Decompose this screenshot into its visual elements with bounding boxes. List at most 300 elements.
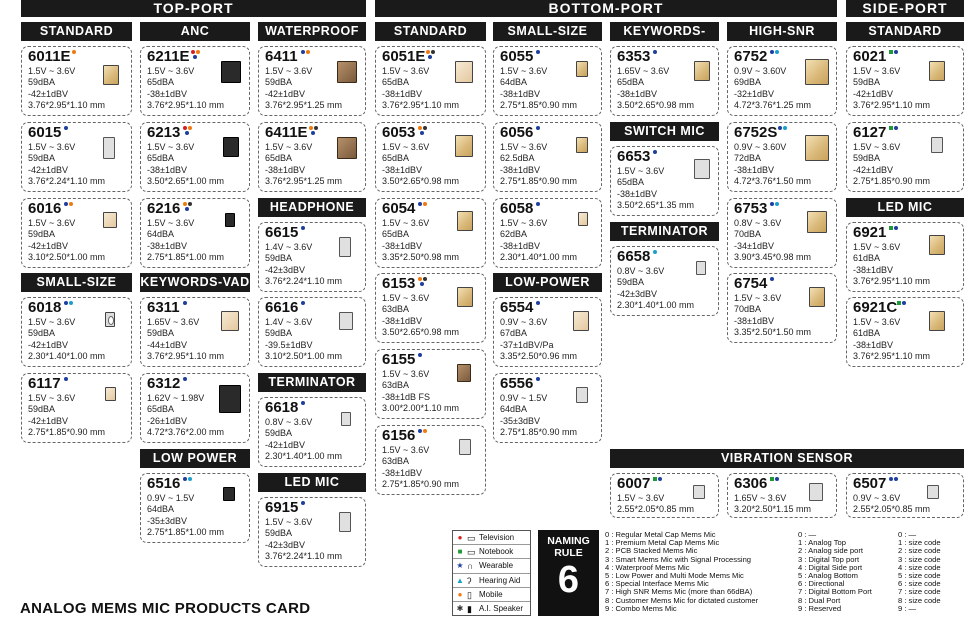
spec-lines — [734, 493, 811, 516]
cyan-triangle-icon — [775, 202, 779, 206]
spec-lines — [617, 266, 694, 312]
product-card-6015[interactable] — [21, 122, 132, 192]
product-card-6556[interactable] — [493, 373, 602, 443]
spec-l2: 59dBA — [265, 428, 293, 439]
spec-l1: 0.9V ~ 1.5V — [147, 493, 195, 503]
spec-lines — [382, 142, 459, 188]
product-card-6507[interactable] — [846, 473, 964, 518]
cyan-triangle-icon — [783, 126, 787, 130]
spec-l4: 3.35*2.50*0.96 mm — [500, 351, 578, 362]
spec-l4: 3.50*2.65*1.00 mm — [147, 176, 225, 187]
mic-image — [807, 211, 827, 233]
model-number: 6411 — [265, 48, 298, 65]
model-number: 6155 — [382, 351, 416, 368]
legend-row-hearing-aid — [453, 574, 530, 588]
spec-l4: 4.72*3.76*1.25 mm — [734, 100, 812, 111]
spec-l2: 59dBA — [265, 528, 293, 539]
model-number: 6752 — [734, 48, 768, 65]
television-icon: ▭ — [467, 533, 476, 543]
mic-image — [457, 287, 473, 307]
mic-image — [103, 65, 119, 85]
product-card-6616[interactable] — [258, 297, 366, 367]
model-number: 6915 — [265, 499, 299, 516]
product-card-6618[interactable] — [258, 397, 366, 467]
mic-image — [694, 61, 710, 81]
spec-l4: 3.50*2.65*0.98 mm — [382, 327, 460, 338]
spec-l3: -42±1dBV — [265, 439, 305, 450]
product-card-6752s[interactable] — [727, 122, 837, 192]
spec-l4: 3.10*2.50*1.00 mm — [265, 351, 343, 362]
spec-l3: -35±3dBV — [147, 515, 187, 526]
mic-image — [696, 261, 706, 275]
spec-lines — [28, 66, 105, 112]
naming-column-size — [898, 531, 941, 613]
spec-lines — [617, 166, 694, 212]
naming-line: 1 : Analog Top — [798, 538, 846, 548]
spec-l1: 1.5V ~ 3.6V — [500, 66, 548, 76]
legend-label: Hearing Aid — [479, 575, 521, 585]
green-square-icon — [889, 126, 893, 130]
blue-star-icon — [770, 277, 774, 281]
blue-star-icon — [653, 50, 657, 54]
product-card-6053[interactable] — [375, 122, 486, 192]
mic-image — [576, 61, 588, 77]
model-number: 6054 — [382, 200, 416, 217]
naming-column-port — [798, 531, 872, 613]
orange-dot-icon — [72, 50, 76, 54]
product-card-6018[interactable] — [21, 297, 132, 367]
model-number: 6311 — [147, 299, 180, 316]
orange-dot-icon — [418, 277, 422, 281]
spec-lines — [734, 293, 811, 339]
cyan-triangle-icon — [775, 50, 779, 54]
spec-l3: -38±1dBV — [617, 88, 657, 99]
spec-l2: 69dBA — [734, 77, 762, 88]
legend-label: Television — [479, 533, 515, 542]
model-number: 6507 — [853, 475, 887, 492]
product-card-6658[interactable] — [610, 246, 719, 316]
gear-icon: ✱ — [456, 603, 464, 613]
mic-image — [339, 512, 351, 532]
spec-l2: 67dBA — [500, 328, 528, 339]
spec-l1: 1.5V ~ 3.6V — [265, 517, 313, 527]
spec-l2: 70dBA — [734, 229, 762, 240]
product-card-6056[interactable] — [493, 122, 602, 192]
blue-star-icon — [536, 301, 540, 305]
naming-title-2: RULE — [554, 547, 583, 559]
naming-column-series — [605, 531, 758, 613]
blue-star-icon — [418, 202, 422, 206]
spec-lines — [28, 393, 105, 439]
spec-l2: 63dBA — [382, 380, 410, 391]
mic-image — [341, 412, 351, 426]
naming-line: 3 : Smart Mems Mic with Signal Processing — [605, 554, 752, 564]
spec-l1: 0.9V ~ 3.6V — [853, 493, 901, 503]
page-title: ANALOG MEMS MIC PRODUCTS CARD — [20, 600, 311, 617]
spec-l2: 65dBA — [382, 153, 410, 164]
blue-star-icon — [301, 401, 305, 405]
spec-l2: 59dBA — [28, 153, 56, 164]
cyan-triangle-icon: ▲ — [456, 575, 464, 585]
application-legend — [452, 530, 531, 616]
model-number: 6554 — [500, 299, 534, 316]
spec-l2: 65dBA — [382, 77, 410, 88]
blue-star-icon — [770, 202, 774, 206]
header-ledmic-top: LED MIC — [258, 473, 366, 492]
spec-l1: 1.5V ~ 3.6V — [265, 66, 313, 76]
spec-lines — [28, 317, 105, 363]
product-card-6306[interactable] — [727, 473, 837, 518]
mic-image — [223, 487, 235, 501]
naming-line: 4 : Waterproof Mems Mic — [605, 562, 690, 572]
model-number: 6312 — [147, 375, 181, 392]
spec-l4: 3.76*2.24*1.10 mm — [28, 176, 106, 187]
header-standard-bottom: STANDARD — [375, 22, 486, 41]
naming-line: 7 : Digital Bottom Port — [798, 587, 872, 597]
spec-l4: 2.75*1.85*0.90 mm — [500, 176, 578, 187]
spec-lines — [500, 317, 577, 363]
spec-l2: 64dBA — [500, 404, 528, 415]
spec-l1: 0.9V ~ 1.5V — [500, 393, 548, 403]
product-card-6921c[interactable] — [846, 297, 964, 367]
spec-lines — [265, 517, 342, 563]
blue-star-icon — [420, 282, 424, 286]
blue-star-icon — [775, 477, 779, 481]
blue-star-icon — [64, 377, 68, 381]
product-card-6117[interactable] — [21, 373, 132, 443]
spec-l2: 59dBA — [265, 77, 293, 88]
spec-l3: -38±1dBV — [500, 88, 540, 99]
mic-image — [219, 385, 241, 413]
spec-l1: 1.5V ~ 3.6V — [28, 142, 76, 152]
spec-l2: 65dBA — [265, 153, 293, 164]
product-card-6312[interactable] — [140, 373, 250, 443]
header-ledmic-side: LED MIC — [846, 198, 964, 217]
spec-l2: 59dBA — [28, 328, 56, 339]
spec-l2: 62dBA — [500, 229, 528, 240]
blue-star-icon — [64, 202, 68, 206]
naming-line: 5 : Analog Bottom — [798, 571, 858, 581]
spec-l1: 1.5V ~ 3.6V — [617, 166, 665, 176]
naming-line: 2 : Analog side port — [798, 546, 864, 556]
spec-l2: 59dBA — [28, 77, 56, 88]
spec-lines — [500, 393, 577, 439]
spec-l4: 3.76*2.95*1.10 mm — [853, 100, 931, 111]
spec-l4: 3.76*2.95*1.10 mm — [853, 276, 931, 287]
header-kwvad-bottom: KEYWORDS- — [610, 22, 719, 41]
green-square-icon — [889, 226, 893, 230]
spec-l3: -42±3dBV — [617, 288, 657, 299]
spec-l2: 72dBA — [734, 153, 762, 164]
mobile-icon: ▯ — [467, 589, 472, 600]
blue-star-icon — [185, 207, 189, 211]
spec-lines — [28, 218, 105, 264]
naming-line: 0 : Regular Metal Cap Mems Mic — [605, 530, 716, 539]
spec-l4: 3.50*2.65*1.35 mm — [617, 200, 695, 211]
naming-line: 3 : Digital Top port — [798, 554, 860, 564]
spec-l4: 3.76*2.95*1.10 mm — [382, 100, 460, 111]
blue-star-icon — [183, 477, 187, 481]
spec-l2: 61dBA — [853, 253, 881, 264]
spec-l3: -38±1dBV — [500, 164, 540, 175]
header-vibration-sensor: VIBRATION SENSOR — [610, 449, 964, 468]
spec-lines — [147, 493, 224, 539]
blue-star-icon — [418, 429, 422, 433]
mic-image — [103, 212, 117, 228]
spec-lines — [382, 66, 459, 112]
spec-lines — [853, 66, 930, 112]
spec-l4: 3.76*2.95*1.10 mm — [147, 351, 225, 362]
spec-l1: 1.5V ~ 3.6V — [853, 317, 901, 327]
product-card-6411e[interactable] — [258, 122, 366, 192]
spec-l3: -38±1dBV — [147, 240, 187, 251]
blue-star-icon — [778, 126, 782, 130]
product-card-6754[interactable] — [727, 273, 837, 343]
product-card-6615[interactable] — [258, 222, 366, 292]
orange-dot-icon — [423, 202, 427, 206]
spec-l2: 64dBA — [147, 229, 175, 240]
spec-l4: 3.76*2.95*1.25 mm — [265, 176, 343, 187]
product-card-6411[interactable] — [258, 46, 366, 116]
spec-lines — [382, 369, 459, 415]
blue-star-icon — [894, 50, 898, 54]
spec-l1: 1.5V ~ 3.6V — [265, 142, 313, 152]
product-card-6054[interactable] — [375, 198, 486, 268]
product-card-6058[interactable] — [493, 198, 602, 268]
mic-image — [105, 387, 116, 401]
spec-l4: 2.30*1.40*1.00 mm — [617, 300, 695, 311]
model-number: 6153 — [382, 275, 416, 292]
naming-line: 7 : size code — [898, 587, 941, 597]
model-number: 6753 — [734, 200, 768, 217]
red-dot-icon — [191, 50, 195, 54]
header-lowpower-top: LOW POWER — [140, 449, 250, 468]
gear-icon — [423, 126, 427, 130]
spec-l4: 4.72*3.76*1.50 mm — [734, 176, 812, 187]
spec-l1: 1.5V ~ 3.6V — [28, 66, 76, 76]
product-card-6127[interactable] — [846, 122, 964, 192]
spec-l2: 61dBA — [853, 328, 881, 339]
spec-l1: 0.8V ~ 3.6V — [617, 266, 665, 276]
legend-row-ai-speaker — [453, 602, 530, 616]
product-card-6021[interactable] — [846, 46, 964, 116]
spec-l3: -38±1dBV — [734, 164, 774, 175]
spec-lines — [734, 142, 811, 188]
gear-icon — [423, 277, 427, 281]
spec-l2: 3.20*2.50*1.15 mm — [734, 504, 812, 515]
spec-l3: -44±1dBV — [147, 339, 187, 350]
mic-image — [339, 312, 353, 330]
spec-l3: -37±1dBV/Pa — [500, 339, 554, 350]
product-card-6752[interactable] — [727, 46, 837, 116]
naming-line: 0 : — — [898, 530, 917, 539]
mic-image — [805, 135, 829, 161]
naming-line: 9 : — — [898, 603, 917, 613]
product-card-6016[interactable] — [21, 198, 132, 268]
spec-l2: 65dBA — [147, 77, 175, 88]
spec-l1: 0.9V ~ 3.60V — [734, 66, 787, 76]
spec-l1: 1.5V ~ 3.6V — [28, 393, 76, 403]
orange-dot-icon — [309, 126, 313, 130]
spec-lines — [265, 417, 342, 463]
blue-star-icon — [420, 131, 424, 135]
spec-l2: 59dBA — [265, 253, 293, 264]
model-number: 6117 — [28, 375, 61, 392]
product-card-6921[interactable] — [846, 222, 964, 292]
mic-image — [805, 59, 829, 85]
spec-l1: 1.5V ~ 3.6V — [382, 293, 430, 303]
spec-l1: 0.9V ~ 3.6V — [500, 317, 548, 327]
mic-image — [809, 483, 823, 501]
model-number: 6015 — [28, 124, 62, 141]
header-smallsize-bottom: SMALL-SIZE — [493, 22, 602, 41]
orange-dot-icon — [418, 126, 422, 130]
hearing-aid-icon: ʔ — [467, 575, 472, 586]
spec-lines — [382, 218, 459, 264]
section-top-port: TOP-PORT — [21, 0, 366, 17]
spec-l2: 59dBA — [28, 404, 56, 415]
spec-lines — [265, 317, 342, 363]
spec-l3: -38±1dB FS — [382, 391, 430, 402]
spec-l4: 2.30*1.40*1.00 mm — [500, 252, 578, 263]
product-card-6753[interactable] — [727, 198, 837, 268]
spec-l3: -38±1dBV — [734, 315, 774, 326]
spec-lines — [28, 142, 105, 188]
header-anc: ANC — [140, 22, 250, 41]
product-card-6516[interactable] — [140, 473, 250, 543]
model-number: 6921C — [853, 299, 898, 316]
spec-l2: 65dBA — [147, 153, 175, 164]
spec-l2: 70dBA — [734, 304, 762, 315]
spec-l3: -42±1dBV — [28, 88, 68, 99]
spec-l3: -38±1dBV — [382, 164, 422, 175]
model-number: 6754 — [734, 275, 768, 292]
product-card-6155[interactable] — [375, 349, 486, 419]
blue-star-icon — [536, 126, 540, 130]
spec-lines — [734, 66, 811, 112]
spec-l4: 3.35*2.50*1.50 mm — [734, 327, 812, 338]
blue-star-icon — [301, 226, 305, 230]
spec-l4: 3.76*2.95*1.25 mm — [265, 100, 343, 111]
spec-l3: -38±1dBV — [500, 240, 540, 251]
section-bottom-port: BOTTOM-PORT — [375, 0, 837, 17]
product-card-6213[interactable] — [140, 122, 250, 192]
spec-l4: 3.50*2.65*0.98 mm — [617, 100, 695, 111]
ai-speaker-icon: ▮ — [467, 603, 472, 614]
mic-image — [929, 235, 945, 255]
mic-image — [225, 213, 235, 227]
mic-image — [931, 137, 943, 153]
spec-l1: 1.5V ~ 3.6V — [147, 218, 195, 228]
spec-l4: 2.30*1.40*1.00 mm — [265, 451, 343, 462]
spec-l4: 3.10*2.50*1.00 mm — [28, 252, 106, 263]
product-card-6216[interactable] — [140, 198, 250, 268]
product-card-6353[interactable] — [610, 46, 719, 116]
spec-l1: 1.65V ~ 3.6V — [147, 317, 200, 327]
model-number: 6556 — [500, 375, 534, 392]
header-switch-mic: SWITCH MIC — [610, 122, 719, 141]
product-card-6311[interactable] — [140, 297, 250, 367]
spec-l3: -42±1dBV — [28, 415, 68, 426]
spec-l4: 3.76*2.95*1.10 mm — [147, 100, 225, 111]
product-card-6653[interactable] — [610, 146, 719, 216]
spec-l3: -38±1dBV — [265, 164, 305, 175]
mic-image — [455, 61, 473, 83]
product-card-6156[interactable] — [375, 425, 486, 495]
spec-l3: -38±1dBV — [382, 240, 422, 251]
model-number: 6516 — [147, 475, 181, 492]
header-highsnr: HIGH-SNR — [727, 22, 837, 41]
naming-line: 7 : High SNR Mems Mic (more than 66dBA) — [605, 587, 753, 597]
legend-row-television — [453, 531, 530, 545]
product-card-6011e[interactable] — [21, 46, 132, 116]
spec-lines — [382, 445, 459, 491]
blue-star-icon — [301, 301, 305, 305]
spec-l2: 59dBA — [617, 277, 645, 288]
mic-image — [103, 137, 115, 159]
spec-l3: -34±1dBV — [734, 240, 774, 251]
blue-star-icon — [770, 50, 774, 54]
model-number: 6216 — [147, 200, 181, 217]
cyan-triangle-icon — [69, 301, 73, 305]
product-card-6153[interactable] — [375, 273, 486, 343]
product-card-6211e[interactable] — [140, 46, 250, 116]
spec-l4: 3.76*2.24*1.10 mm — [265, 276, 343, 287]
mic-image — [929, 61, 945, 81]
spec-l2: 2.55*2.05*0.85 mm — [853, 504, 931, 515]
spec-lines — [617, 66, 694, 112]
product-card-6554[interactable] — [493, 297, 602, 367]
mic-image — [809, 287, 825, 307]
spec-l3: -42±1dBV — [265, 88, 305, 99]
product-card-6915[interactable] — [258, 497, 366, 567]
spec-l3: -39.5±1dBV — [265, 339, 313, 350]
header-terminator-bottom: TERMINATOR — [610, 222, 719, 241]
naming-line: 3 : size code — [898, 554, 941, 564]
naming-line: 6 : Special Interface Mems Mic — [605, 579, 709, 589]
spec-l1: 1.4V ~ 3.6V — [265, 317, 313, 327]
orange-dot-icon — [423, 429, 427, 433]
spec-l1: 1.5V ~ 3.6V — [853, 142, 901, 152]
product-card-6055[interactable] — [493, 46, 602, 116]
spec-l2: 65dBA — [147, 404, 175, 415]
mic-image — [221, 61, 241, 83]
notebook-icon: ▭ — [467, 547, 476, 558]
spec-l3: -38±1dBV — [382, 315, 422, 326]
green-square-icon: ■ — [457, 547, 463, 557]
spec-l1: 1.5V ~ 3.6V — [853, 66, 901, 76]
naming-line: 2 : PCB Stacked Mems Mic — [605, 546, 698, 556]
mic-image — [694, 159, 710, 179]
spec-l2: 59dBA — [265, 328, 293, 339]
spec-l2: 59dBA — [147, 328, 175, 339]
spec-l4: 3.76*2.95*1.10 mm — [853, 351, 931, 362]
product-card-6051e[interactable] — [375, 46, 486, 116]
mic-image — [573, 311, 589, 331]
blue-star-icon — [894, 477, 898, 481]
spec-l3: -38±1dBV — [382, 467, 422, 478]
spec-lines — [853, 242, 930, 288]
blue-star-icon — [889, 477, 893, 481]
product-card-6007[interactable] — [610, 473, 719, 518]
mic-image — [576, 387, 588, 403]
spec-lines — [734, 218, 811, 264]
legend-label: Notebook — [479, 547, 514, 557]
spec-lines — [500, 66, 577, 112]
spec-l2: 2.55*2.05*0.85 mm — [617, 504, 695, 515]
blue-star-icon — [183, 301, 187, 305]
model-number: 6007 — [617, 475, 651, 492]
